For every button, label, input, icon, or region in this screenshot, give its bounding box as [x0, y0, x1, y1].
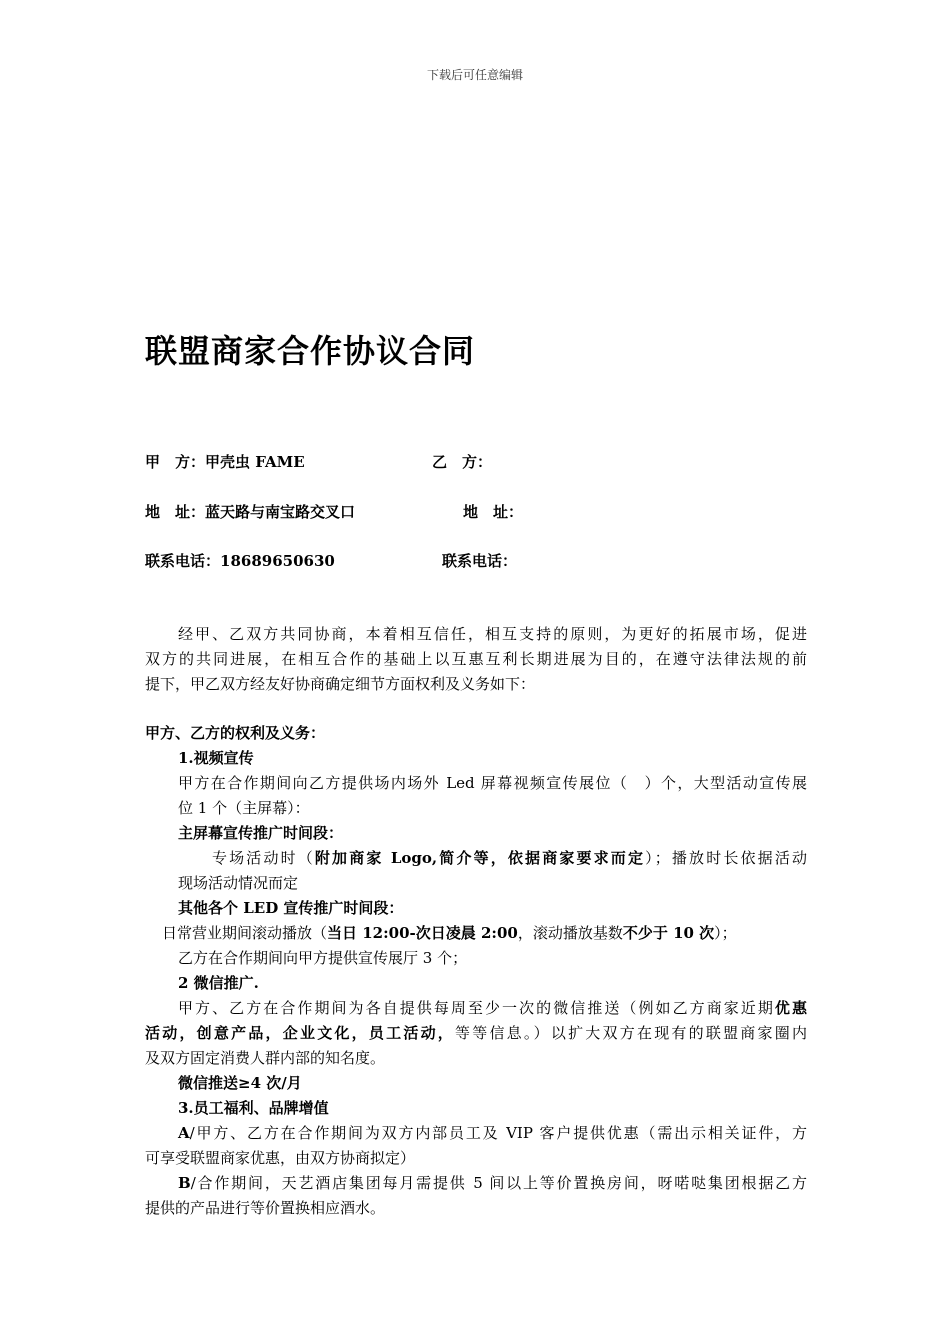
section2-line1-bold: 优惠 [774, 999, 807, 1017]
party-a-name [145, 451, 305, 472]
section3-b-text: /合作期间，天艺酒店集团每月需提供 5 间以上等价置换房间，呀喏哒集团根据乙方 [190, 1174, 807, 1192]
section2-line-2 [145, 1021, 807, 1046]
special-event-line-2: 现场活动情况而定 [178, 874, 299, 892]
other-led-heading: 其他各个 LED 宣传推广时间段： [178, 899, 404, 917]
section3-a-line-1 [178, 1121, 807, 1146]
party-b-phone: 联系电话： [442, 552, 518, 570]
section3-a-line-2: 可享受联盟商家优惠，由双方协商拟定） [145, 1149, 416, 1167]
party-a-address [145, 501, 355, 522]
section1-heading: 1.视频宣传 [178, 749, 254, 767]
intro-line-1: 经甲、乙双方共同协商，本着相互信任，相互支持的原则，为更好的拓展市场，促进 [178, 625, 807, 643]
party-b-name: 乙 方： [432, 453, 493, 471]
section3-b-line-1 [178, 1171, 807, 1196]
section2-line-3: 及双方固定消费人群内部的知名度。 [145, 1049, 386, 1067]
section2-line1-normal: 甲方、乙方在合作期间为各自提供每周至少一次的微信推送（例如乙方商家近期 [178, 999, 775, 1017]
intro-line-3: 提下，甲乙双方经友好协商确定细节方面权利及义务如下： [145, 675, 536, 693]
party-a-name-value: 甲壳虫 FAME [205, 453, 305, 471]
section3-b-label: B [178, 1174, 191, 1192]
section1-p1-line1: 甲方在合作期间向乙方提供场内场外 Led 屏幕视频宣传展位（ ）个，大型活动宣传展 [178, 774, 807, 792]
header-note: 下载后可任意编辑 [426, 68, 523, 82]
daily-rotation-line [162, 921, 824, 946]
party-b-address: 地 址： [463, 503, 524, 521]
special-prefix: 专场活动时（ [212, 849, 315, 867]
party-a-address-label: 地 址： [145, 503, 206, 521]
special-suffix: ）；播放时长依据活动 [645, 849, 807, 867]
daily-prefix: 日常营业期间滚动播放（ [162, 924, 328, 942]
wechat-frequency: 微信推送≥4 次/月 [178, 1074, 302, 1092]
party-a-phone-value: 18689650630 [220, 552, 335, 570]
rights-heading: 甲方、乙方的权利及义务： [145, 724, 326, 742]
section2-line2-bold: 活动，创意产品，企业文化，员工活动， [145, 1024, 456, 1042]
section2-line-1 [178, 996, 807, 1021]
section3-a-label: A [178, 1124, 190, 1142]
section1-p1-line2: 位 1 个（主屏幕）： [178, 799, 310, 817]
party-a-address-value: 蓝天路与南宝路交叉口 [205, 503, 356, 521]
party-a-phone-label: 联系电话： [145, 552, 221, 570]
main-screen-heading: 主屏幕宣传推广时间段： [178, 824, 344, 842]
daily-mid: ，滚动播放基数 [517, 924, 623, 942]
daily-suffix: ）； [714, 924, 737, 942]
section3-a-text: /甲方、乙方在合作期间为双方内部员工及 VIP 客户提供优惠（需出示相关证件，方 [189, 1124, 807, 1142]
section2-line2-normal: 等等信息。）以扩大双方在现有的联盟商家圈内 [455, 1024, 807, 1042]
daily-count: 不少于 10 次 [622, 924, 715, 942]
party-a-phone [145, 550, 335, 571]
party-a-name-label: 甲 方： [145, 453, 206, 471]
daily-time-range: 当日 12:00-次日凌晨 2:00 [327, 924, 518, 942]
section2-heading: 2 微信推广. [178, 974, 259, 992]
document-title: 联盟商家合作协议合同 [145, 332, 476, 370]
special-bold: 附加商家 Logo,简介等，依据商家要求而定 [314, 849, 646, 867]
exhibition-hall-line: 乙方在合作期间向甲方提供宣传展厅 3 个； [178, 949, 468, 967]
intro-line-2: 双方的共同进展，在相互合作的基础上以互惠互利长期进展为目的，在遵守法律法规的前 [145, 650, 807, 668]
section3-b-line-2: 提供的产品进行等价置换相应酒水。 [145, 1199, 386, 1217]
special-event-line [212, 846, 807, 871]
section3-heading: 3.员工福利、品牌增值 [178, 1099, 329, 1117]
